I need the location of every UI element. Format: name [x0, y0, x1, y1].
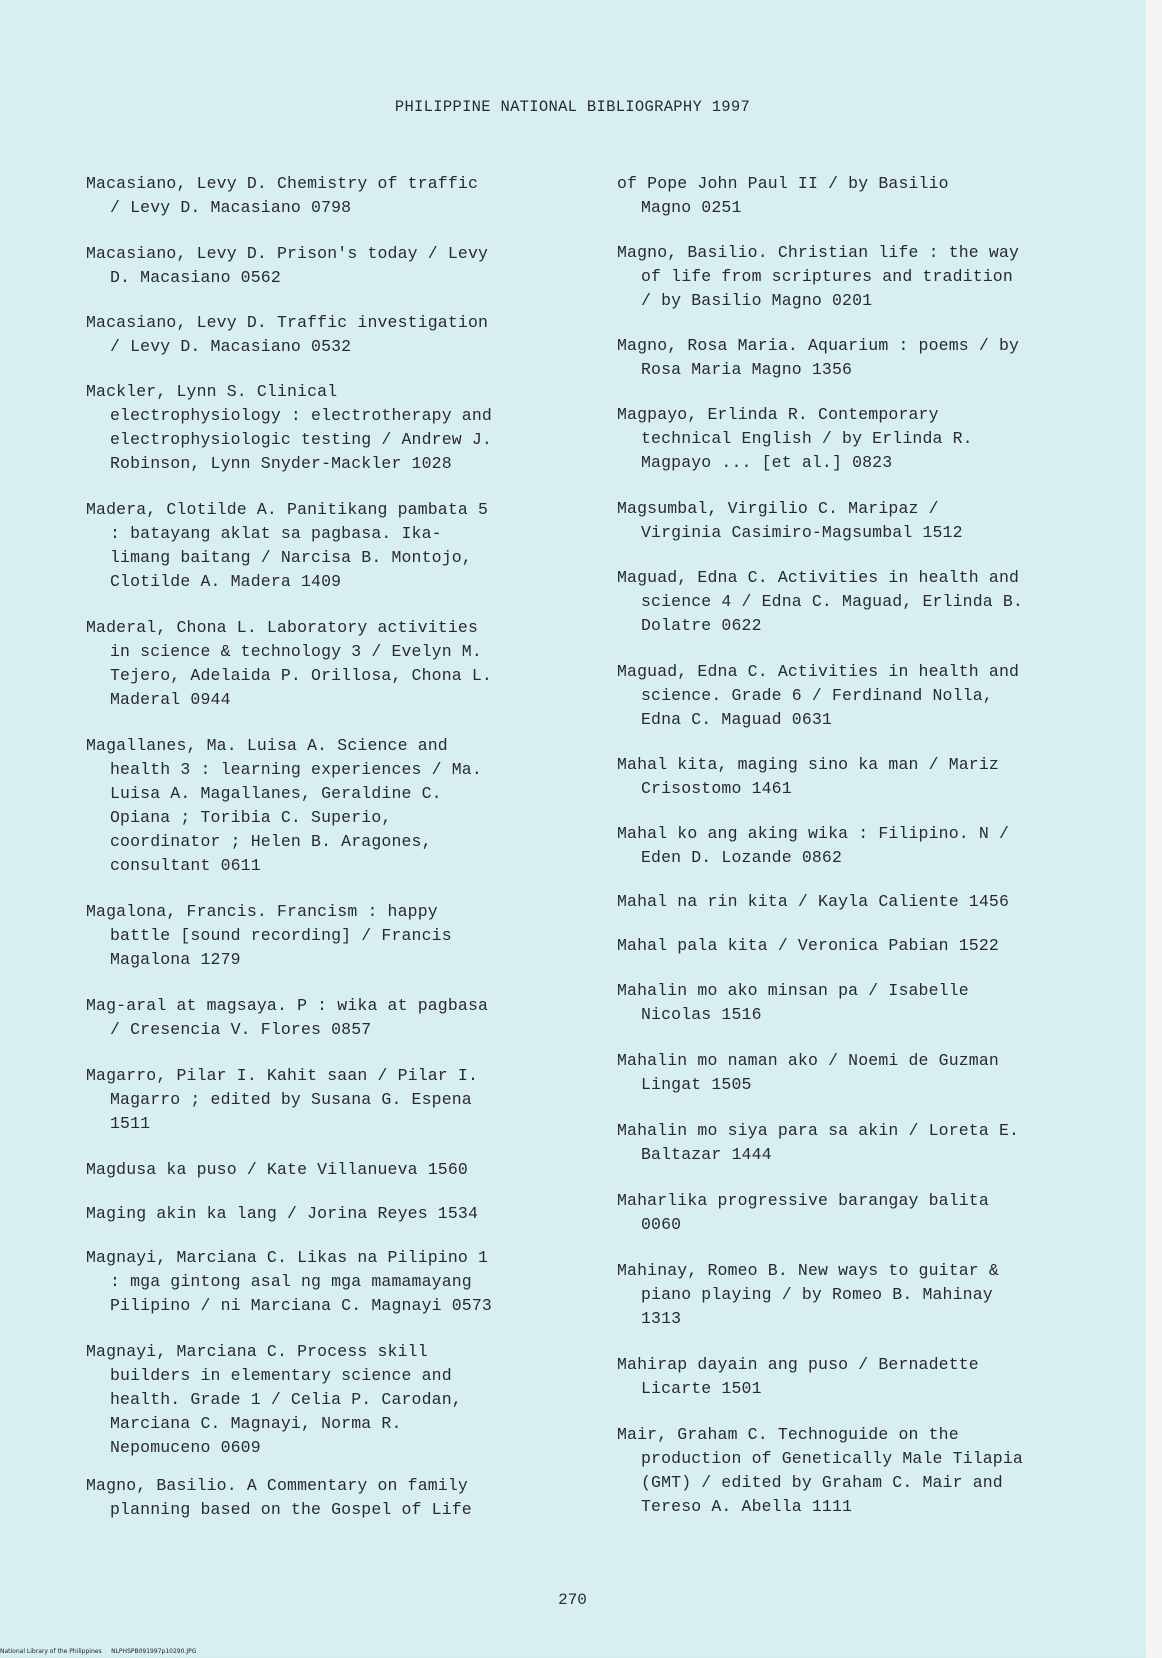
bibliography-entry: Mahal na rin kita / Kayla Caliente 1456 — [617, 892, 1010, 911]
page-header: PHILIPPINE NATIONAL BIBLIOGRAPHY 1997 — [394, 98, 751, 116]
bibliography-entry: Magalona, Francis. Francism : happy battle [sound recording] / Francis Magalona 1279 — [86, 902, 452, 969]
bibliography-entry: Maguad, Edna C. Activities in health and science. Grade 6 / Ferdinand Nolla, Edna C. Maguad 0631 — [617, 662, 1020, 729]
bibliography-entry: Magallanes, Ma. Luisa A. Science and health 3 : learning experiences / Ma. Luisa A. Magallanes, Geraldine C. Opiana ; Toribia C. Superio, coordinator ; Helen B. Aragones, consultant 0611 — [86, 736, 482, 875]
bibliography-entry: Mahalin mo siya para sa akin / Loreta E. Baltazar 1444 — [617, 1121, 1020, 1164]
bibliography-entry: Maguad, Edna C. Activities in health and science 4 / Edna C. Maguad, Erlinda B. Dolatre 0622 — [617, 568, 1023, 635]
bibliography-entry: Magno, Basilio. A Commentary on family planning based on the Gospel of Life — [86, 1476, 472, 1519]
left-column — [86, 172, 591, 1522]
bibliography-entry: Mair, Graham C. Technoguide on the production of Genetically Male Tilapia (GMT) / edited by Graham C. Mair and Tereso A. Abella 1111 — [617, 1425, 1023, 1516]
bibliography-entry: Maharlika progressive barangay balita 0060 — [617, 1191, 989, 1234]
scan-margin — [1146, 0, 1162, 1658]
bibliography-entry: Mahal pala kita / Veronica Pabian 1522 — [617, 936, 999, 955]
bibliography-entry: Macasiano, Levy D. Chemistry of traffic / Levy D. Macasiano 0798 — [86, 174, 479, 217]
bibliography-entry: Mahal kita, maging sino ka man / Mariz Crisostomo 1461 — [617, 755, 999, 798]
bibliography-entry: Mackler, Lynn S. Clinical electrophysiology : electrotherapy and electrophysiologic testing / Andrew J. Robinson, Lynn Snyder-Mackler 1028 — [86, 382, 492, 473]
scan-footer: National Library of the Philippines NLPHSPB091997p10290.JPG — [0, 1648, 197, 1655]
bibliography-entry: Maderal, Chona L. Laboratory activities in science & technology 3 / Evelyn M. Tejero, Adelaida P. Orillosa, Chona L. Maderal 0944 — [86, 618, 492, 709]
bibliography-entry: Mag-aral at magsaya. P : wika at pagbasa / Cresencia V. Flores 0857 — [86, 996, 489, 1039]
bibliography-entry: Macasiano, Levy D. Traffic investigation / Levy D. Macasiano 0532 — [86, 313, 489, 356]
bibliography-entry: Magno, Rosa Maria. Aquarium : poems / by Rosa Maria Magno 1356 — [617, 336, 1020, 379]
bibliography-entry: Mahal ko ang aking wika : Filipino. N / Eden D. Lozande 0862 — [617, 824, 1010, 867]
bibliography-entry: Madera, Clotilde A. Panitikang pambata 5 : batayang aklat sa pagbasa. Ika- limang baitang / Narcisa B. Montojo, Clotilde A. Madera 1409 — [86, 500, 489, 591]
bibliography-entry: Magdusa ka puso / Kate Villanueva 1560 — [86, 1160, 468, 1179]
bibliography-entry: Magnayi, Marciana C. Likas na Pilipino 1 : mga gintong asal ng mga mamamayang Pilipino / ni Marciana C. Magnayi 0573 — [86, 1248, 492, 1315]
page-number: 270 — [558, 1591, 587, 1609]
bibliography-entry: Maging akin ka lang / Jorina Reyes 1534 — [86, 1204, 479, 1223]
bibliography-entry: Magsumbal, Virgilio C. Maripaz / Virginia Casimiro-Magsumbal 1512 — [617, 499, 963, 542]
bibliography-entry: of Pope John Paul II / by Basilio Magno 0251 — [617, 174, 949, 217]
bibliography-entry: Magno, Basilio. Christian life : the way of life from scriptures and tradition / by Basilio Magno 0201 — [617, 243, 1020, 310]
bibliography-entry: Mahirap dayain ang puso / Bernadette Licarte 1501 — [617, 1355, 979, 1398]
bibliography-entry: Macasiano, Levy D. Prison's today / Levy D. Macasiano 0562 — [86, 244, 489, 287]
bibliography-entry: Magpayo, Erlinda R. Contemporary technical English / by Erlinda R. Magpayo ... [et al.] 0823 — [617, 405, 973, 472]
bibliography-entry: Mahalin mo ako minsan pa / Isabelle Nicolas 1516 — [617, 981, 969, 1024]
bibliography-entry: Magnayi, Marciana C. Process skill builders in elementary science and health. Grade 1 / Celia P. Carodan, Marciana C. Magnayi, Norma R. Nepomuceno 0609 — [86, 1342, 462, 1457]
right-column — [617, 172, 1122, 1519]
bibliography-entry: Mahinay, Romeo B. New ways to guitar & piano playing / by Romeo B. Mahinay 1313 — [617, 1261, 999, 1328]
bibliography-entry: Mahalin mo naman ako / Noemi de Guzman Lingat 1505 — [617, 1051, 999, 1094]
bibliography-entry: Magarro, Pilar I. Kahit saan / Pilar I. Magarro ; edited by Susana G. Espena 1511 — [86, 1066, 479, 1133]
